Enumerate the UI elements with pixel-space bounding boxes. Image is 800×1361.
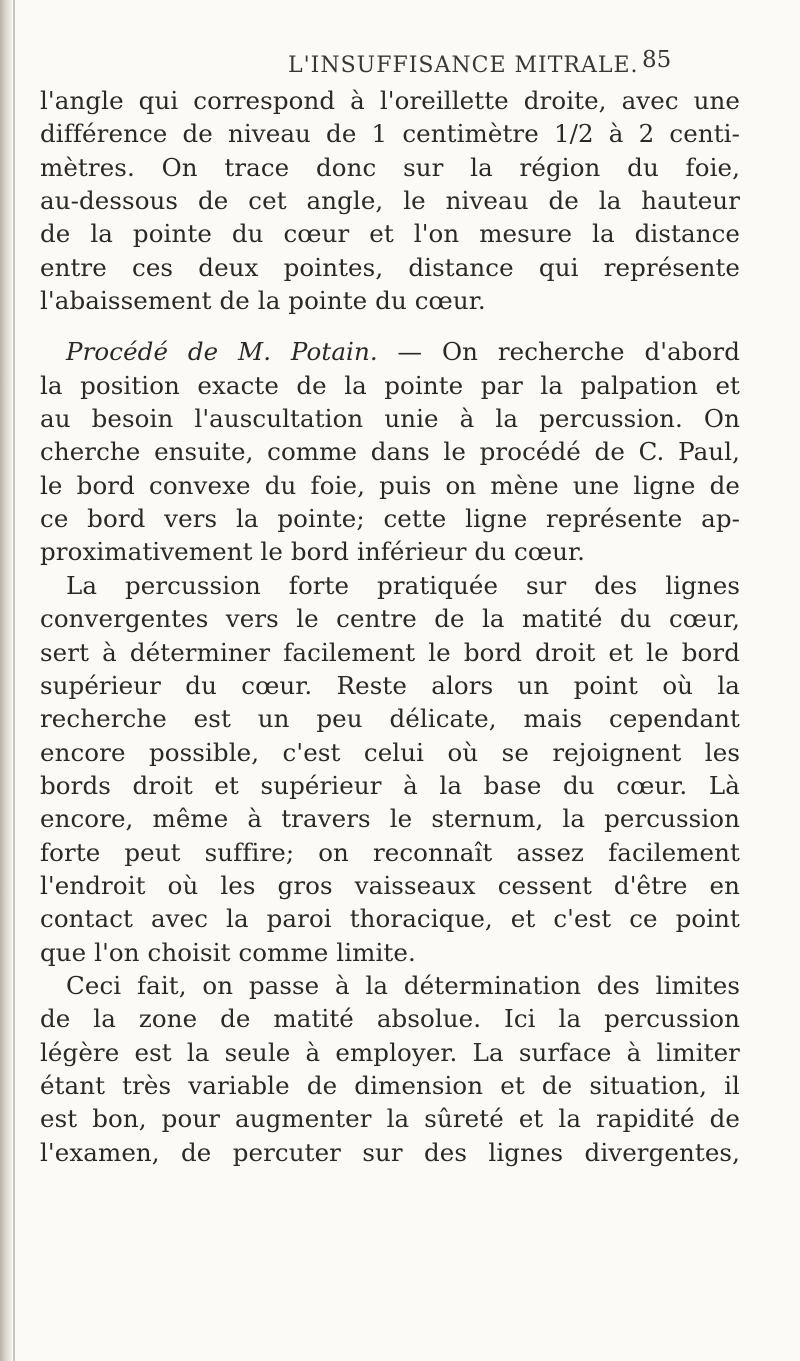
text-line: Ceci fait, on passe à la détermination des limites <box>66 970 740 1000</box>
text-line: entre ces deux pointes, distance qui représente <box>40 252 740 282</box>
text-line: de la pointe du cœur et l'on mesure la distance <box>40 219 740 249</box>
text-line: étant très variable de dimension et de situation, il <box>40 1070 740 1100</box>
text-line: ce bord vers la pointe; cette ligne représente ap- <box>40 504 740 534</box>
text-line: l'examen, de percuter sur des lignes divergentes, <box>40 1137 740 1167</box>
text-line: convergentes vers le centre de la matité du cœur, <box>40 604 740 634</box>
text-line: l'abaissement de la pointe du cœur. <box>40 286 486 316</box>
paragraph-gap <box>40 317 740 335</box>
text-line: différence de niveau de 1 centimètre 1/2 à 2 centi- <box>40 119 740 149</box>
paragraph <box>40 569 740 969</box>
text-line: cherche ensuite, comme dans le procédé de C. Paul, <box>40 437 740 467</box>
italic-heading: Procédé de M. Potain. <box>66 337 378 367</box>
text-line: contact avec la paroi thoracique, et c'est ce point <box>40 904 740 934</box>
body-text <box>40 84 740 1169</box>
text-line: bords droit et supérieur à la base du cœur. Là <box>40 770 740 800</box>
text-line: l'angle qui correspond à l'oreillette droite, avec une <box>40 86 740 115</box>
text-line: le bord convexe du foie, puis on mène une ligne de <box>40 470 740 500</box>
page-binding-edge <box>13 0 15 1361</box>
text-span: — On recherche d'abord <box>377 337 741 367</box>
text-line: encore possible, c'est celui où se rejoignent les <box>40 737 740 767</box>
text-line: sert à déterminer facilement le bord droit et le bord <box>40 637 740 667</box>
paragraph <box>40 969 740 1169</box>
text-line: que l'on choisit comme limite. <box>40 937 416 967</box>
text-line: recherche est un peu délicate, mais cependant <box>40 704 740 734</box>
page-binding-shadow <box>0 0 12 1361</box>
text-line: encore, même à travers le sternum, la percussion <box>40 804 740 834</box>
text-line: au-dessous de cet angle, le niveau de la hauteur <box>40 186 740 216</box>
text-line: mètres. On trace donc sur la région du foie, <box>40 152 740 182</box>
text-line: l'endroit où les gros vaisseaux cessent d'être en <box>40 870 740 900</box>
text-line: est bon, pour augmenter la sûreté et la rapidité de <box>40 1104 740 1134</box>
paragraph <box>40 84 740 317</box>
running-title: L'INSUFFISANCE MITRALE. <box>288 53 639 78</box>
text-line: de la zone de matité absolue. Ici la percussion <box>40 1004 740 1034</box>
paragraph <box>40 335 740 568</box>
text-line: proximativement le bord inférieur du cœur. <box>40 537 586 567</box>
text-line: supérieur du cœur. Reste alors un point où la <box>40 670 740 700</box>
page-header <box>0 47 800 87</box>
page-number: 85 <box>642 47 672 73</box>
text-line: légère est la seule à employer. La surface à limiter <box>40 1037 740 1067</box>
text-line: forte peut suffire; on reconnaît assez facilement <box>40 837 740 867</box>
text-line: la position exacte de la pointe par la palpation et <box>40 370 740 400</box>
text-line: au besoin l'auscultation unie à la percussion. On <box>40 404 740 434</box>
text-line: La percussion forte pratiquée sur des lignes <box>66 570 740 600</box>
text-line <box>40 335 740 368</box>
